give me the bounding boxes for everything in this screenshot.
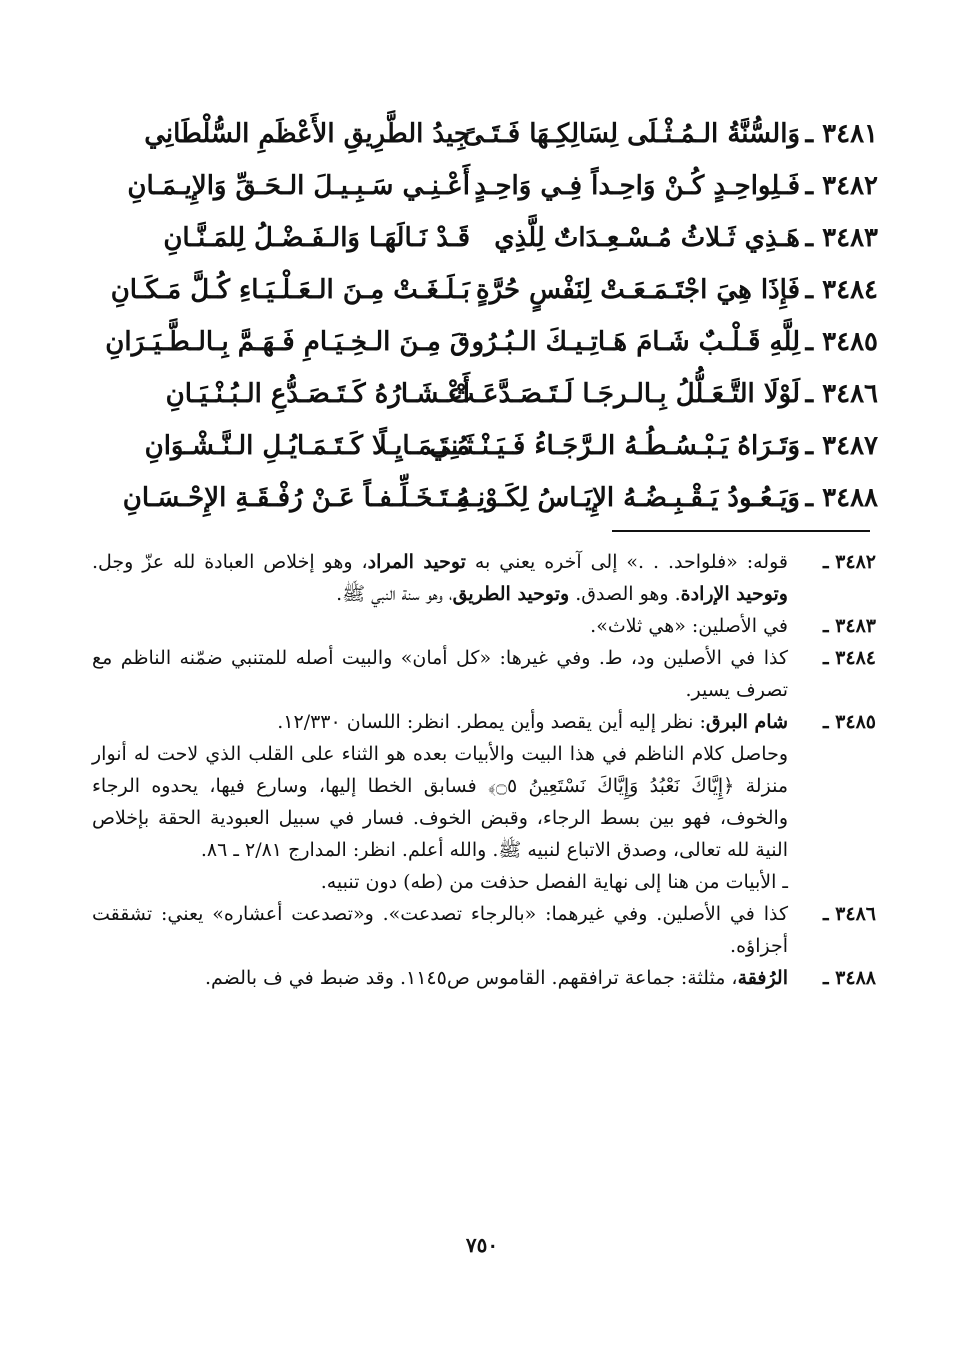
footnote-segment: . وهو الصدق. xyxy=(569,583,681,605)
footnote-3483 xyxy=(92,610,876,642)
footnote-number: ٣٤٨٨ ـ xyxy=(822,967,876,989)
verse-first-hemistich: هَـذِي ثَـلاثُ مُـسْـعِـدَاتٌ لِلَّذِي xyxy=(494,223,800,253)
footnote-number: ٣٤٨٥ ـ xyxy=(822,711,876,733)
footnote-3485 xyxy=(92,706,876,738)
page-number: ٧٥٠ xyxy=(465,1233,499,1257)
verse-second-hemistich: قَ مِـنَ الـخِـيَـامِ فَـهَـمَّ بِـالـطَّـيَـرَانِ xyxy=(105,327,470,357)
footnote-text xyxy=(92,706,788,738)
verse-second-hemistich: أَعْـشَـارُهُ كَـتَـصَـدُّعِ الـبُـنْـيَـانِ xyxy=(165,379,470,409)
footnote-text: ـ الأبيات من هنا إلى نهاية الفصل حذفت من (طه) دون تنبيه. xyxy=(320,871,788,893)
verse-number: ٣٤٨٥ ـ xyxy=(805,327,878,357)
verse-first-hemistich: لَوْلَا التَّـعَـلُّلُ بِـالـرجَـا لَـتَـصَـدَّعَـتْ xyxy=(449,379,800,409)
footnote-text xyxy=(92,962,788,994)
verse-number: ٣٤٨٤ ـ xyxy=(805,275,878,305)
footnote-bold-term: الرُفقة xyxy=(737,967,788,989)
verse-first-hemistich: فَإِذَا هِيَ اجْتَـمَـعَـتْ لِنَفْسٍ حُرَّةٍ xyxy=(476,275,800,305)
verse-second-hemistich: بَـلَـغَـتْ مِـنَ الـعَـلْـيَـاءِ كُـلَّ مَـكَـانِ xyxy=(110,275,470,305)
verse-number: ٣٤٨٧ ـ xyxy=(805,431,878,461)
verse-first-hemistich: لِلَّهِ قَـلْـبٌ شَـامَ هَـاتِـيـكَ الـبُـرُو xyxy=(471,327,800,357)
footnote-number: ٣٤٨٣ ـ xyxy=(822,615,876,637)
verse-number: ٣٤٨١ ـ xyxy=(805,119,878,149)
verse-first-hemistich: وَتَـرَاهُ يَـبْـسُـطُـهُ الـرَّجَـاءُ فَـيَـنْـثَـنِي xyxy=(429,431,800,461)
footnote-3482 xyxy=(92,546,876,610)
verse-second-hemistich: قَـدْ نَـالَهَـا وَالـفَـضْـلُ لِلمَـنَّـانِ xyxy=(163,223,470,253)
verse-number: ٣٤٨٨ ـ xyxy=(805,483,878,513)
footnote-3485-remark xyxy=(92,866,876,898)
footnote-3485-commentary xyxy=(92,738,876,866)
verse-second-hemistich: أَعْـنِـي سَـبِـيـلَ الـحَـقِّ وَالإِيـمَـانِ xyxy=(127,171,470,201)
footnote-text: في الأصلين: «هي ثلاث». xyxy=(590,615,788,637)
footnote-bold-term: وتوحيد الطريق xyxy=(452,583,570,605)
footnotes xyxy=(92,546,876,994)
footnote-bold-term: شام البرق xyxy=(705,711,788,733)
verse-number: ٣٤٨٦ ـ xyxy=(805,379,878,409)
verse-3487 xyxy=(88,420,878,472)
verse-second-hemistich: مُـتَـمَـايِـلًا كَـتَـمَـايُـلِ الـنَّـشْـوَانِ xyxy=(144,431,470,461)
footnote-text: وحاصل كلام الناظم في هذا البيت والأبيات بعده هو الثناء على القلب الذي لاحت له أنوار منزلة ﴿إِيَّاكَ نَعْبُدُ وَإِيَّاكَ نَسْتَعِينُ ۝٥﴾ فسابق الخطا إليها، وسارع فيها، يحدوه الرجاء والخوف، فهو بين بسط الرجاء، وقبض الخوف. فسار في سبيل العبودية الحقة بإخلاص النية لله تعالى، وصدق الاتباع لنبيه ﷺ. والله أعلم. انظر: المدارج ٢/٨١ ـ ٨٦. xyxy=(92,743,788,861)
verse-second-hemistich: مُـتَـخَـلِّـفـاً عَـنْ رُفْـقَـةِ الإِحْـسَـانِ xyxy=(122,483,470,513)
footnote-bold-term: توحيد المراد xyxy=(367,551,466,573)
footnote-3486 xyxy=(92,898,876,962)
verse-3483 xyxy=(88,212,878,264)
footnote-text xyxy=(92,546,788,610)
footnote-segment: : نظر إليه أين يقصد وأين يمطر. انظر: اللسان ١٢/٣٣٠. xyxy=(277,711,706,733)
verse-3486 xyxy=(88,368,878,420)
footnote-3484 xyxy=(92,642,876,706)
footnote-number: ٣٤٨٦ ـ xyxy=(822,903,876,925)
verse-3481 xyxy=(88,108,878,160)
verse-3488 xyxy=(88,472,878,524)
verse-first-hemistich: وَيَـعُـودُ يَـقْـبِـضُـهُ الإِيَـاسُ لِكَـوْنِـهِ xyxy=(456,483,800,513)
footnote-segment: ، وهو سنة النبي ﷺ. xyxy=(336,583,453,605)
verse-3482 xyxy=(88,160,878,212)
poem-verses xyxy=(88,108,878,524)
verse-number: ٣٤٨٣ ـ xyxy=(805,223,878,253)
footnote-text: كذا في الأصلين. وفي غيرهما: «بالرجاء تصدعت». و«تصدعت أعشاره» يعني: تشققت أجزاؤه. xyxy=(92,903,788,957)
verse-first-hemistich: فَـلِواحِـدٍ كُـنْ وَاحِـداً فِـي وَاحِـدٍ xyxy=(474,171,800,201)
footnote-segment: ، مثلثة: جماعة ترافقهم. القاموس ص١١٤٥. وقد ضبط في ف بالضم. xyxy=(205,967,738,989)
verse-second-hemistich: جِيدُ الطَّرِيقِ الأَعْظَمِ السُّلْطَانِي xyxy=(144,119,470,149)
verse-3484 xyxy=(88,264,878,316)
footnote-number: ٣٤٨٢ ـ xyxy=(822,551,876,573)
footnote-segment: ، وهو إخلاص العبادة لله عزّ وجل. xyxy=(92,551,368,573)
footnote-segment: قوله: «فلواحد. . .» إلى آخره يعني به xyxy=(465,551,788,573)
footnote-bold-term: وتوحيد الإرادة xyxy=(680,583,788,605)
verse-first-hemistich: وَالسُّنَّةُ الـمُـثْـلَى لِسَالِكِـهَا فَـتَـىً xyxy=(462,119,800,149)
verse-number: ٣٤٨٢ ـ xyxy=(805,171,878,201)
footnote-divider xyxy=(612,530,870,532)
footnote-number: ٣٤٨٤ ـ xyxy=(822,647,876,669)
footnote-3488 xyxy=(92,962,876,994)
verse-3485 xyxy=(88,316,878,368)
footnote-text: كذا في الأصلين ود، ط. وفي غيرها: «كل أمان» والبيت أصله للمتنبي ضمّنه الناظم مع تصرف يسير. xyxy=(92,647,788,701)
